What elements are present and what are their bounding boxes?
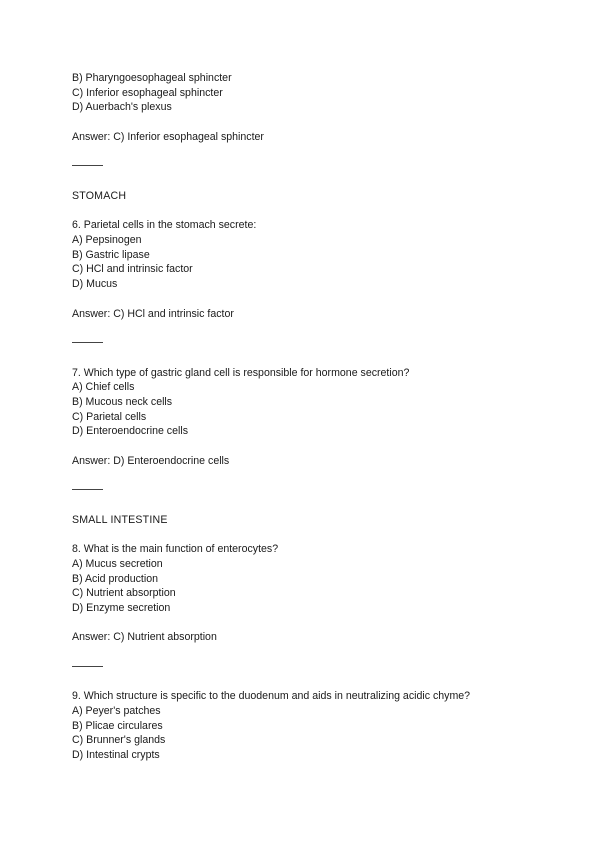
q6-answer: Answer: C) HCl and intrinsic factor	[72, 307, 234, 320]
q6-question: 6. Parietal cells in the stomach secrete:	[72, 219, 257, 232]
q7-option-d: D) Enteroendocrine cells	[72, 425, 188, 438]
document-page	[72, 71, 542, 763]
q5-option-b: B) Pharyngoesophageal sphincter	[72, 72, 232, 84]
q8-question: 8. What is the main function of enterocytes?	[72, 543, 279, 556]
q9-option-a: A) Peyer's patches	[72, 705, 161, 718]
q9-question: 9. Which structure is specific to the duodenum and aids in neutralizing acidic chyme?	[72, 690, 471, 703]
q9-option-b: B) Plicae circulares	[72, 719, 163, 732]
q7-option-a: A) Chief cells	[72, 381, 135, 394]
q8-option-d: D) Enzyme secretion	[72, 601, 171, 614]
separator	[72, 483, 542, 498]
q8-option-b: B) Acid production	[72, 572, 158, 585]
q5-option-d: D) Auerbach's plexus	[72, 101, 172, 114]
q5-answer: Answer: C) Inferior esophageal sphincter	[72, 130, 264, 143]
q8-answer: Answer: C) Nutrient absorption	[72, 631, 217, 644]
q6-option-d: D) Mucus	[72, 278, 118, 291]
separator	[72, 159, 542, 174]
q7-question: 7. Which type of gastric gland cell is responsible for hormone secretion?	[72, 366, 410, 379]
q6-option-b: B) Gastric lipase	[72, 248, 150, 261]
q9-option-c: C) Brunner's glands	[72, 734, 166, 747]
q7-option-b: B) Mucous neck cells	[72, 395, 173, 408]
separator	[72, 660, 542, 675]
q8-option-c: C) Nutrient absorption	[72, 587, 176, 600]
section-heading-small-intestine: SMALL INTESTINE	[72, 513, 168, 526]
separator	[72, 336, 542, 351]
q8-option-a: A) Mucus secretion	[72, 557, 163, 570]
q9-option-d: D) Intestinal crypts	[72, 749, 160, 762]
section-heading-stomach: STOMACH	[72, 189, 127, 202]
q6-option-c: C) HCl and intrinsic factor	[72, 263, 193, 276]
q6-option-a: A) Pepsinogen	[72, 234, 142, 246]
q7-answer: Answer: D) Enteroendocrine cells	[72, 454, 230, 467]
q7-option-c: C) Parietal cells	[72, 410, 147, 423]
q5-option-c: C) Inferior esophageal sphincter	[72, 86, 223, 99]
